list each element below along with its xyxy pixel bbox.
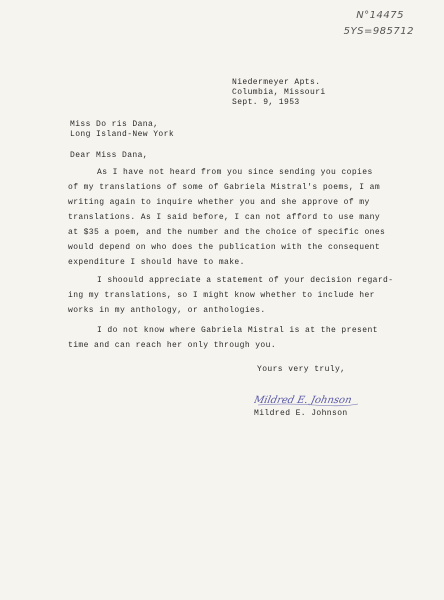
body-line: writing again to inquire whether you and she approve of my bbox=[68, 198, 370, 207]
sender-address-line: Niedermeyer Apts. bbox=[232, 78, 321, 87]
body-line: works in my anthology, or anthologies. bbox=[68, 306, 266, 315]
sender-address-line: Columbia, Missouri bbox=[232, 88, 326, 97]
letter-date: Sept. 9, 1953 bbox=[232, 98, 300, 107]
svg-text:Mildred E. Johnson: Mildred E. Johnson bbox=[254, 395, 353, 406]
body-line: As I have not heard from you since sending you copies bbox=[97, 168, 373, 177]
salutation: Dear Miss Dana, bbox=[70, 151, 149, 160]
body-line: ing my translations, so I might know whether to include her bbox=[68, 291, 375, 300]
handwritten-signature bbox=[254, 391, 364, 407]
archive-number-annotation: N°14475 bbox=[356, 10, 404, 21]
body-line: I shoould appreciate a statement of your decision regard- bbox=[97, 276, 394, 285]
closing: Yours very truly, bbox=[257, 365, 346, 374]
body-line: at $35 a poem, and the number and the choice of specific ones bbox=[68, 228, 386, 237]
recipient-name: Miss Do ris Dana, bbox=[70, 120, 159, 129]
body-line: time and can reach her only through you. bbox=[68, 341, 277, 350]
body-line: of my translations of some of Gabriela Mistral's poems, I am bbox=[68, 183, 381, 192]
body-line: I do not know where Gabriela Mistral is at the present bbox=[97, 326, 378, 335]
typed-signature: Mildred E. Johnson bbox=[254, 409, 348, 418]
body-line: translations. As I said before, I can not afford to use many bbox=[68, 213, 381, 222]
recipient-location: Long Island-New York bbox=[70, 130, 175, 139]
body-line: would depend on who does the publication with the consequent bbox=[68, 243, 381, 252]
archive-code-annotation: 5YS=985712 bbox=[343, 26, 414, 37]
body-line: expenditure I should have to make. bbox=[68, 258, 245, 267]
